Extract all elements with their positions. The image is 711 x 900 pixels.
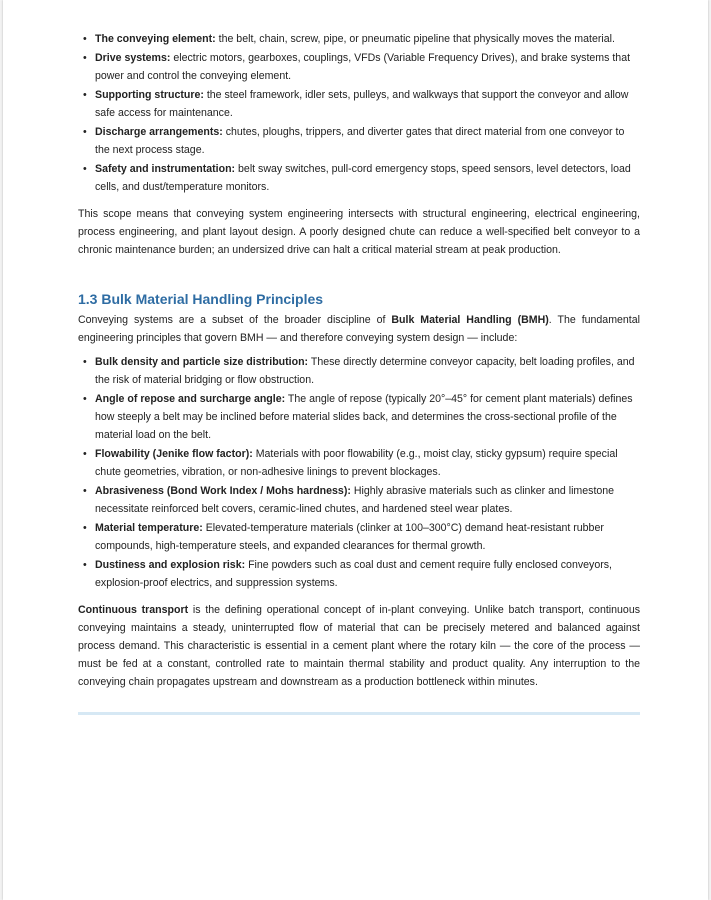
section-heading: 1.3 Bulk Material Handling Principles — [78, 291, 324, 307]
component-list — [78, 30, 640, 196]
bmh-principles-list — [78, 353, 640, 592]
section-divider — [78, 712, 640, 715]
scope-paragraph: This scope means that conveying system engineering intersects with structural engineering, electrical engineering, process engineering, and plant layout design. A poorly designed chute can reduce a well-specified belt conveyor to a chronic maintenance burden; an undersized drive can halt a critical material stream at peak production. — [78, 208, 640, 256]
list-item: • Bulk density and particle size distribution: These directly determine conveyor capacity, belt loading profiles, and the risk of material bridging or flow obstruction. — [78, 353, 640, 389]
list-item: • Material temperature: Elevated-temperature materials (clinker at 100–300°C) demand heat-resistant rubber compounds, high-temperature steels, and expanded clearances for thermal growth. — [78, 519, 640, 555]
list-item: • Drive systems: electric motors, gearboxes, couplings, VFDs (Variable Frequency Drives), and brake systems that power and control the conveying element. — [78, 49, 640, 85]
list-item: • Flowability (Jenike flow factor): Materials with poor flowability (e.g., moist clay, sticky gypsum) require special chute geometries, vibration, or non-adhesive linings to prevent blockages. — [78, 445, 640, 481]
list-item: • Angle of repose and surcharge angle: The angle of repose (typically 20°–45° for cement plant materials) defines how steeply a belt may be inclined before material slides back, and determines the cross-sectional profile of the material load on the belt. — [78, 390, 640, 444]
page-content — [78, 30, 640, 715]
document-page — [3, 0, 708, 900]
list-item: • Dustiness and explosion risk: Fine powders such as coal dust and cement require fully enclosed conveyors, explosion-proof electrics, and suppression systems. — [78, 556, 640, 592]
list-item: • Abrasiveness (Bond Work Index / Mohs hardness): Highly abrasive materials such as clinker and limestone necessitate reinforced belt covers, ceramic-lined chutes, and hardened steel wear plates. — [78, 482, 640, 518]
continuous-transport-paragraph: Continuous transport is the defining operational concept of in-plant conveying. Unlike batch transport, continuous conveying maintains a steady, uninterrupted flow of material that can be precisely metered and balanced against process demand. This characteristic is essential in a cement plant where the rotary kiln — the core of the process — must be fed at a constant, controlled rate to maintain thermal stability and product quality. Any interruption to the conveying chain propagates upstream and downstream as a production bottleneck within minutes. — [78, 604, 641, 688]
list-item: • Safety and instrumentation: belt sway switches, pull-cord emergency stops, speed sensors, level detectors, load cells, and dust/temperature monitors. — [78, 160, 640, 196]
section-intro: Conveying systems are a subset of the broader discipline of Bulk Material Handling (BMH). The fundamental engineering principles that govern BMH — and therefore conveying system design — include: — [78, 314, 640, 344]
list-item: • Discharge arrangements: chutes, ploughs, trippers, and diverter gates that direct material from one conveyor to the next process stage. — [78, 123, 640, 159]
list-item: • The conveying element: the belt, chain, screw, pipe, or pneumatic pipeline that physically moves the material. — [78, 30, 640, 48]
list-item: • Supporting structure: the steel framework, idler sets, pulleys, and walkways that support the conveyor and allow safe access for maintenance. — [78, 86, 640, 122]
